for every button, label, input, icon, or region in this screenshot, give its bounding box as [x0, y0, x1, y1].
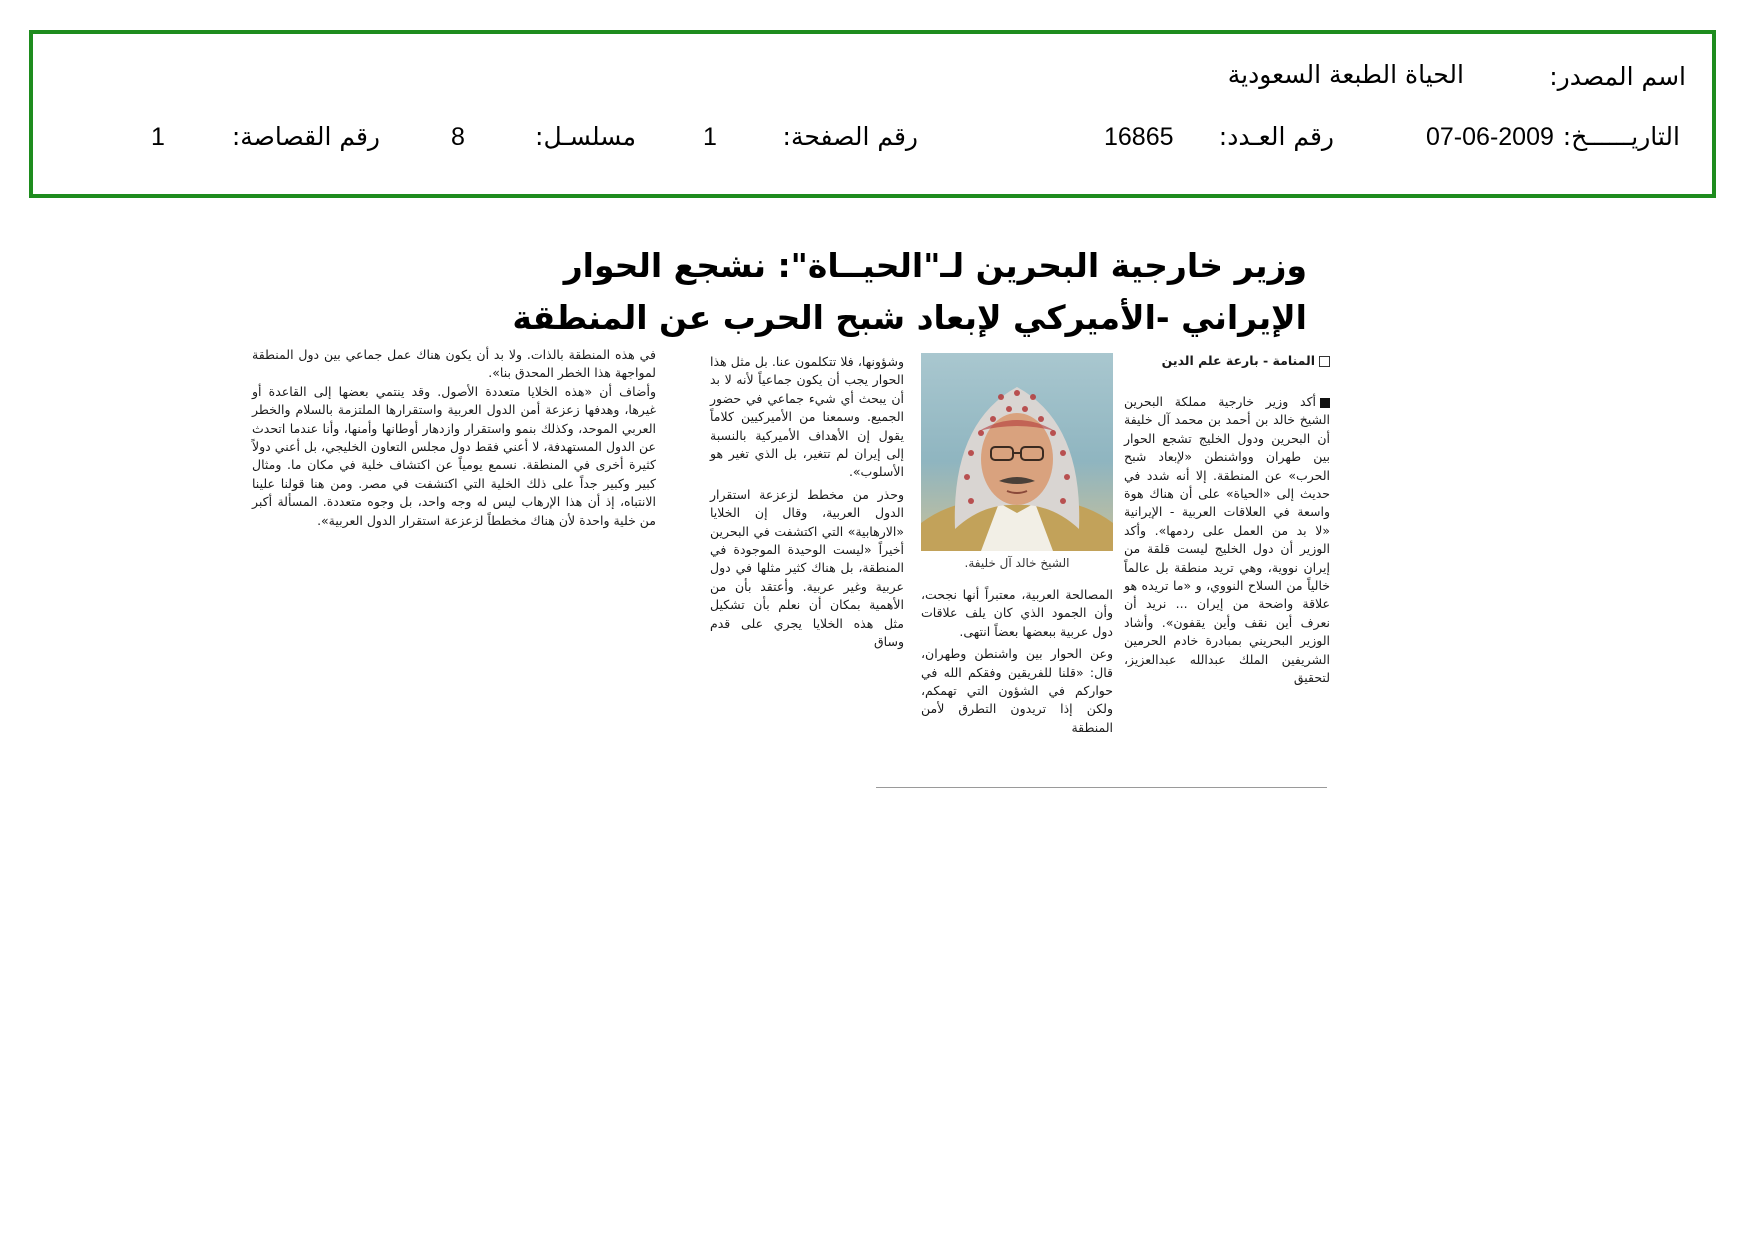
page-label: رقم الصفحة: — [782, 122, 918, 151]
date-label: التاريــــــخ: — [1562, 122, 1680, 151]
column-4-paragraph-a: في هذه المنطقة بالذات. ولا بد أن يكون هناك عمل جماعي بين دول المنطقة لمواجهة هذا الخطر المحدق بنا». — [252, 347, 656, 381]
column-2-paragraph-a: المصالحة العربية، معتبراً أنها نجحت، وأن الجمود الذي كان يلف علاقات دول عربية ببعضها بعضاً انتهى. — [921, 587, 1113, 639]
column-4-paragraph-b: وأضاف أن «هذه الخلايا متعددة الأصول. وقد ينتمي بعضها إلى القاعدة أو غيرها، وهدفها زعزعة أمن الدول العربية واستقرارها الملتزمة بالسلام والخطر العربي الموحد، وكذلك بنمو واستقرار وازدهار أوطانها وأمنها، وأنا عندما اتحدث عن الدول المستهدفة، لا أعني فقط دول مجلس التعاون الخليجي، بل أعني دولاً كثيرة أخرى في المنطقة. نسمع يومياً عن اكتشاف خلية في مكان ما. ومثال كبير وكبير جداً على ذلك الخلية التي اكتشفت في مصر. ومن هنا قولنا علينا الانتباه، إذ أن هذا الإرهاب ليس له وجه واحد، بل وجوه متعددة. المسألة أكبر من خلية واحدة لأن هناك مخططاً لزعزعة استقرار الدول العربية». — [252, 383, 656, 528]
paragraph-bullet-icon — [1320, 398, 1330, 408]
column-2-paragraph-b: وعن الحوار بين واشنطن وطهران، قال: «قلنا للفريقين وفقكم الله في حواركم في الشؤون التي تهمكم، ولكن إذا تريدون التطرق لأمن المنطقة — [921, 646, 1113, 735]
serial-label: مسلسـل: — [535, 122, 636, 151]
issue-value: 16865 — [1104, 123, 1174, 151]
source-value: الحياة الطبعة السعودية — [1227, 60, 1464, 89]
clipping-header-frame — [29, 30, 1716, 198]
byline — [1124, 353, 1330, 368]
byline-box-icon — [1319, 356, 1330, 367]
portrait-illustration-icon — [921, 353, 1113, 551]
headline-line-2: الإيراني -الأميركي لإبعاد شبح الحرب عن المنطقة — [512, 298, 1307, 337]
portrait-photo — [921, 353, 1113, 551]
column-3-paragraph-a: وشؤونها، فلا تتكلمون عنا. بل مثل هذا الحوار يجب أن يكون جماعياً لأنه لا بد أن يبحث أي شيء جماعي في حضور الجميع. وسمعنا من الأميركيين كلاماً يقول إن الأهداف الأميركية بالنسبة إلى إيران لم تتغير، بل الذي تغير هو الأسلوب». — [710, 354, 904, 480]
headline-line-1: وزير خارجية البحرين لـ"الحيــاة": نشجع الحوار — [563, 246, 1307, 285]
article-column-1 — [1124, 393, 1330, 688]
article-column-2 — [921, 586, 1113, 737]
clip-value: 1 — [151, 123, 165, 151]
article-column-4 — [252, 346, 656, 530]
photo-caption: الشيخ خالد آل خليفة. — [964, 556, 1070, 570]
source-label: اسم المصدر: — [1549, 62, 1686, 91]
column-3-paragraph-b: وحذر من مخطط لزعزعة استقرار الدول العربية، وقال إن الخلايا «الارهابية» التي اكتشفت في البحرين أخيراً «ليست الوحيدة الموجودة في المنطقة، بل هناك كثير مثلها في دول عربية وغير عربية. وأعتقد بأن من الأهمية بمكان أن نعلم بأن تشكيل مثل هذه الخلايا يجري على قدم وساق — [710, 486, 904, 650]
page-value: 1 — [703, 123, 717, 151]
serial-value: 8 — [451, 123, 465, 151]
date-value: 07-06-2009 — [1426, 123, 1554, 151]
clip-label: رقم القصاصة: — [231, 122, 380, 151]
article-column-3 — [710, 353, 904, 652]
article-bottom-rule — [876, 787, 1327, 788]
article-headline — [512, 240, 1307, 344]
byline-text: المنامة - بارعة علم الدين — [1161, 353, 1315, 368]
column-1-text: أكد وزير خارجية مملكة البحرين الشيخ خالد بن أحمد بن محمد آل خليفة أن البحرين ودول الخليج تشجع الحوار بين طهران وواشنطن «لإبعاد شبح الحرب» عن المنطقة. إلا أنه شدد في حديث إلى «الحياة» على أن هناك هوة واسعة في العلاقات العربية - الإيرانية «لا بد من العمل على ردمها». وأكد الوزير أن دول الخليج ليست قلقة من إيران نووية، وهي تريد منطقة بل عالماً خالياً من السلاح النووي، و «ما تريده هو علاقة واضحة من إيران ... نريد أن نعرف أين نقف وأين يقفون». وأشاد الوزير البحريني بمبادرة خادم الحرمين الشريفين الملك عبدالله عبدالعزيز، لتحقيق — [1124, 394, 1330, 686]
issue-label: رقم العـدد: — [1218, 122, 1334, 151]
